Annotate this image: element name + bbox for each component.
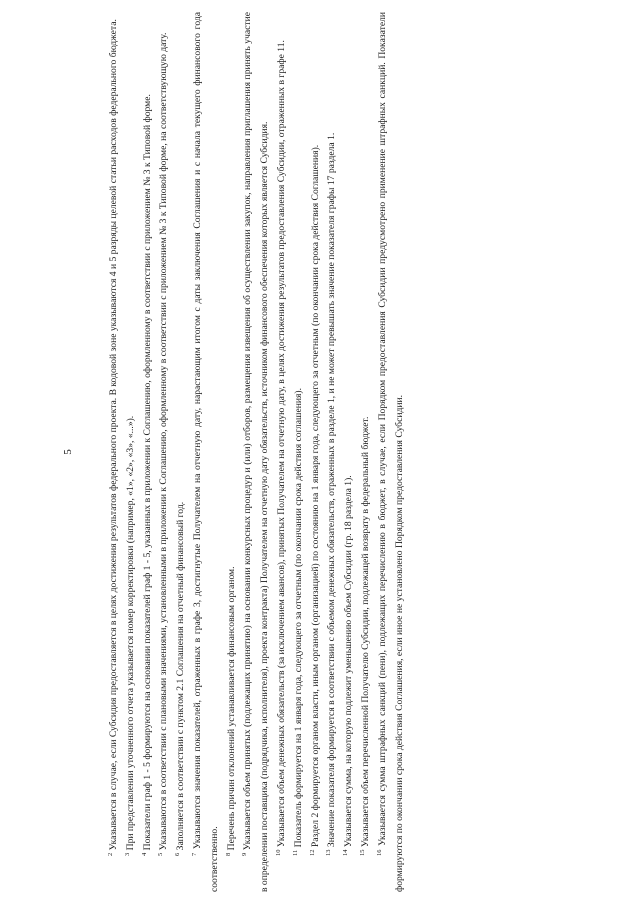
footnote-text: При представлении уточненного отчета указывается номер корректировки (например, «1», «2», «3», «...»). [124,415,136,851]
footnote-text: Показатели граф 1 - 5 формируются на основании показателей граф 1 - 5, указанных в приложении к Соглашению, оформленному в соответствии с приложением № 3 к Типовой форме. [141,94,153,851]
footnote-number: 2 [106,852,114,856]
footnote-number: 15 [358,849,366,856]
footnote [324,12,341,892]
footnote-number: 13 [325,849,333,856]
footnote-text: Указываются в соответствии с плановыми значениями, установленными в приложении к Соглашению, оформленному в соответствии с приложением № 3 к Типовой форме, на соответствующую дату. [158,32,170,851]
footnote-number: 14 [341,849,349,856]
footnote-number: 3 [123,852,131,856]
footnote [274,12,291,892]
footnote-text: Показатель формируется на 1 января года, следующего за отчетным (по окончании срока действия соглашения). [292,388,304,848]
footnote [358,12,375,892]
footnote [341,12,358,892]
footnote [240,12,274,892]
footnote-text: Указывается объем принятых (подлежащих принятию) на основании конкурсных процедур и (или) отборов, размещения извещения об осуществлении закупок, направления приглашения принять участие в определении поставщика (подрядчика, исполнителя), проекта контракта) Получателем на отчетную дату обязательств, источником финансового обеспечения которых является Субсидия. [242,12,271,892]
footnote [156,12,173,892]
page-number: 5 [62,449,74,455]
footnote [140,12,157,892]
footnote-text: Значение показателя формируется в соответствии с объемом денежных обязательств, отраженных в разделе 1, и не может превышать значение показателя графы 17 раздела 1. [326,132,338,848]
footnote-number: 4 [140,852,148,856]
footnote-text: Заполняется в соответствии с пунктом 2.1 Соглашения на отчетный финансовый год. [175,501,187,851]
footnote-text: Указывается сумма штрафных санкций (пени), подлежащих перечислению в бюджет, в случае, если Порядком предоставления Субсидии предусмотрено применение штрафных санкций. Показатели формируются по окончании срока действия Соглашения, если иное не установлено Порядком предоставления Субсидии. [376,11,405,892]
footnote-number: 8 [224,852,232,856]
footnote [106,12,123,892]
footnote-text: Перечень причин отклонений устанавливается финансовым органом. [225,566,237,851]
footnote-number: 10 [274,849,282,856]
footnote [190,12,224,892]
footnote-number: 11 [291,849,299,856]
footnote [308,12,325,892]
footnote-text: Указывается объем денежных обязательств (за исключением авансов), принятых Получателем на отчетную дату, в целях достижения результатов предоставления Субсидии, отраженных в графе 11. [275,40,287,848]
footnote [291,12,308,892]
footnote-number: 7 [190,852,198,856]
footnotes [106,12,408,892]
footnote [224,12,241,892]
footnote [173,12,190,892]
footnote [375,12,409,892]
footnote [123,12,140,892]
footnote-text: Указывается сумма, на которую подлежит уменьшению объем Субсидии (гр. 18 раздела 1). [343,475,355,848]
footnote-text: Указываются значения показателей, отраженных в графе 3, достигнутые Получателем на отчетную дату, нарастающим итогом с даты заключения Соглашения и с начала текущего финансового года соответственно. [191,12,220,892]
rotated-content [60,12,580,892]
footnote-number: 16 [375,849,383,856]
footnote-text: Указывается объем перечисленной Получателю Субсидии, подлежащей возврату в федеральный бюджет. [359,416,371,848]
footnote-number: 12 [308,849,316,856]
footnote-number: 6 [174,852,181,856]
footnote-text: Раздел 2 формируется органом власти, иным органом (организацией) по состоянию на 1 января года, следующего за отчетным (по окончании срока действия Соглашения). [309,144,321,848]
footnote-text: Указывается в случае, если Субсидия предоставляется в целях достижения результатов федерального проекта. В кодовой зоне указываются 4 и 5 разряды целевой статьи расходов федерального бюджета. [108,19,119,851]
footnote-number: 9 [241,852,249,856]
footnote-number: 5 [157,852,165,856]
